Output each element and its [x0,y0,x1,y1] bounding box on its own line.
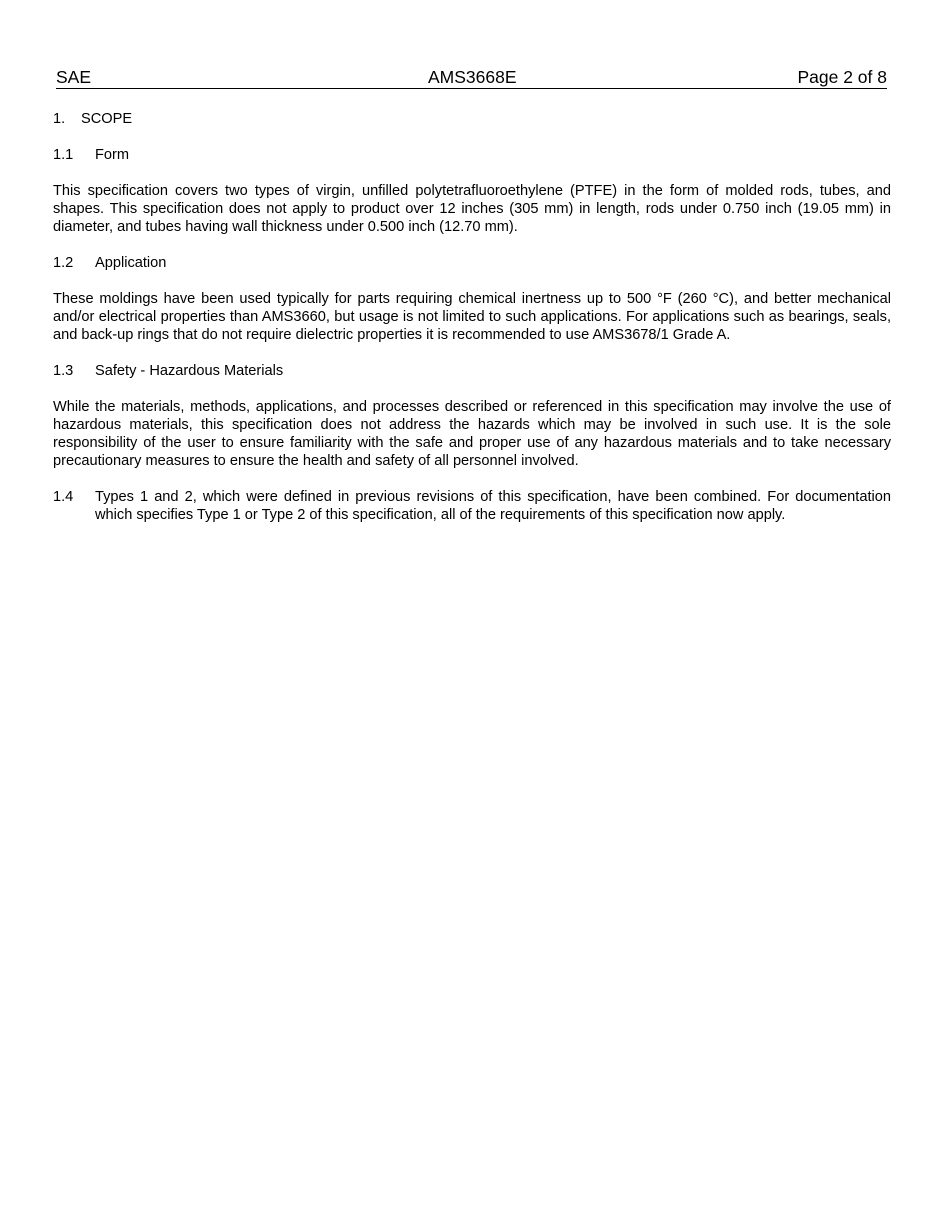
section-number: 1.2 [53,255,74,271]
section-title: Application [95,255,167,271]
header-page-label: Page 2 of 8 [797,67,887,87]
section-number: 1.1 [53,147,74,163]
section-1-2-heading [53,254,891,272]
section-title: SCOPE [81,111,133,127]
section-number: 1.4 [53,489,74,505]
section-title: Safety - Hazardous Materials [95,363,284,379]
section-1-2-body: These moldings have been used typically for parts requiring chemical inertness up to 500 °F (260 °C), and better mechanical and/or electrical properties than AMS3660, but usage is not limited to such applications. For applications such as bearings, seals, and back-up rings that do not require dielectric properties it is recommended to use AMS3678/1 Grade A. [53,291,891,343]
section-number: 1.3 [53,363,74,379]
section-1-4-item [53,488,891,524]
section-1-4-body: Types 1 and 2, which were defined in previous revisions of this specification, have been combined. For documentation which specifies Type 1 or Type 2 of this specification, all of the requirements of this specification now apply. [95,489,891,523]
page-header [56,66,887,89]
section-number: 1. [53,111,66,127]
section-1-1-heading [53,146,891,164]
section-1-3-heading [53,362,891,380]
section-title: Form [95,147,130,163]
header-org: SAE [56,67,92,87]
section-1-heading [53,110,891,128]
document-body [53,110,891,524]
section-1-1-body: This specification covers two types of virgin, unfilled polytetrafluoroethylene (PTFE) in the form of molded rods, tubes, and shapes. This specification does not apply to product over 12 inches (305 mm) in length, rods under 0.750 inch (19.05 mm) in diameter, and tubes having wall thickness under 0.500 inch (12.70 mm). [53,183,891,235]
section-1-3-body: While the materials, methods, applications, and processes described or referenced in this specification may involve the use of hazardous materials, this specification does not address the hazards which may be involved in such use. It is the sole responsibility of the user to ensure familiarity with the safe and proper use of any hazardous materials and to take necessary precautionary measures to ensure the health and safety of all personnel involved. [53,399,891,469]
header-doc-id: AMS3668E [428,67,517,87]
